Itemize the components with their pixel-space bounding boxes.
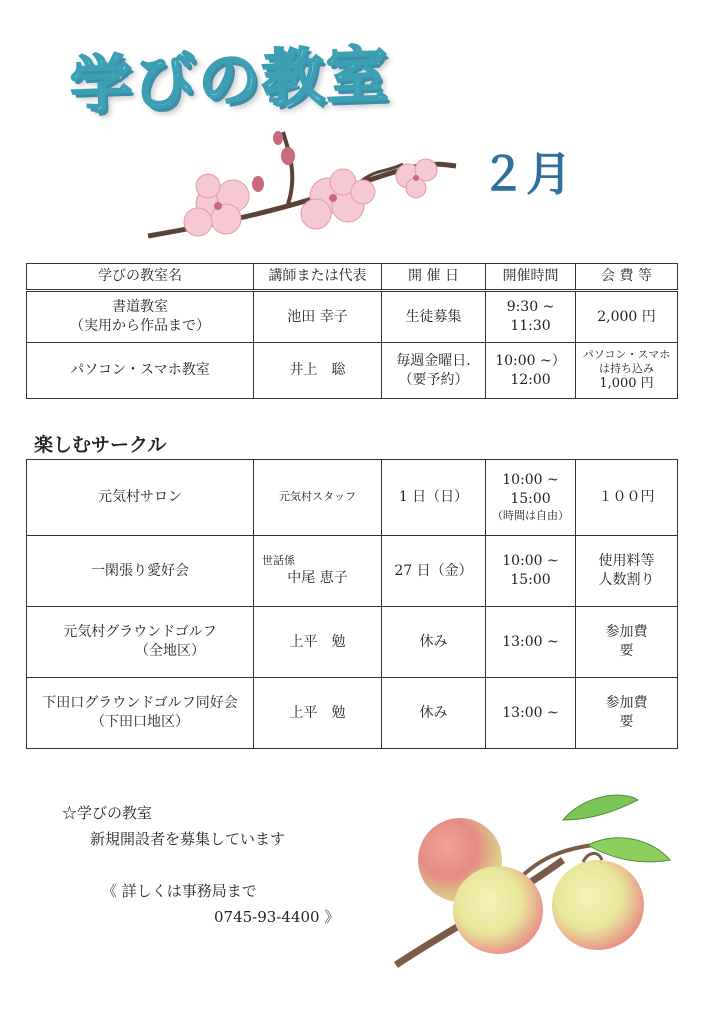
- instructor-cell: 上平 勉: [254, 607, 382, 678]
- instructor-cell: 池田 幸子: [254, 291, 382, 343]
- header-time: 開催時間: [486, 264, 576, 291]
- table-row: [27, 607, 678, 678]
- date-cell: 休み: [382, 607, 486, 678]
- circle-name-cell: 元気村サロン: [27, 460, 254, 536]
- contact-phone: 0745-93-4400 》: [214, 908, 340, 926]
- fee-cell: [576, 536, 678, 607]
- plum-blossom-illustration: [138, 124, 458, 244]
- fee-amount: 1,000 円: [599, 376, 654, 392]
- date-cell: 休み: [382, 678, 486, 749]
- month-label: ２月: [480, 147, 572, 201]
- fee-cell: [576, 678, 678, 749]
- time-cell: [486, 291, 576, 343]
- circle-name-cell: [27, 607, 254, 678]
- class-subtitle: （実用から作品まで）: [70, 318, 210, 334]
- page-title: 学びの教室: [68, 37, 392, 122]
- fee-line: 使用料等: [598, 553, 655, 570]
- table-row: [27, 536, 678, 607]
- time-cell: [486, 460, 576, 536]
- instructor-cell: 井上 聡: [254, 343, 382, 399]
- circle-name: 下田口グラウンドゴルフ同好会: [42, 695, 238, 712]
- header-fee: 会 費 等: [576, 264, 678, 291]
- class-name: 書道教室: [112, 299, 168, 316]
- time-end: 11:30: [510, 318, 551, 334]
- instructor-cell: 元気村スタッフ: [254, 460, 382, 536]
- instructor-role: 世話係: [262, 554, 295, 568]
- fee-note: パソコン・スマホ: [582, 347, 671, 361]
- circle-area: （全地区）: [135, 643, 205, 659]
- time-end: 15:00: [510, 572, 551, 588]
- fee-cell: 2,000 円: [576, 291, 678, 343]
- contact-label: 《 詳しくは事務局まで: [102, 882, 257, 900]
- table-row: [27, 678, 678, 749]
- time-cell: 13:00 ~: [486, 678, 576, 749]
- notice-heading: ☆学びの教室: [62, 804, 153, 822]
- time-end: 15:00: [510, 491, 551, 508]
- header-date: 開 催 日: [382, 264, 486, 291]
- header-instructor: 講師または代表: [254, 264, 382, 291]
- time-start: 10:00 ~）: [495, 352, 566, 369]
- classroom-table: [26, 263, 678, 399]
- table-row: [27, 343, 678, 399]
- date-cell: [382, 343, 486, 399]
- instructor-cell: 上平 勉: [254, 678, 382, 749]
- peach-fruit-illustration: [388, 790, 678, 980]
- circle-name-cell: [27, 678, 254, 749]
- time-start: 9:30 ~: [506, 299, 555, 316]
- class-name-cell: [27, 291, 254, 343]
- table-row: [27, 291, 678, 343]
- fee-cell: [576, 343, 678, 399]
- notice-text: 新規開設者を募集しています: [90, 830, 286, 848]
- table-row: [27, 460, 678, 536]
- class-name-cell: パソコン・スマホ教室: [27, 343, 254, 399]
- date-line: 毎週金曜日.: [396, 352, 471, 369]
- circle-area: （下田口地区）: [91, 714, 189, 730]
- date-note: （要予約）: [398, 371, 469, 388]
- circle-heading: 楽しむサークル: [34, 434, 167, 456]
- header-name: 学びの教室名: [27, 264, 254, 291]
- instructor-name: 中尾 恵子: [287, 569, 348, 586]
- circle-table: [26, 459, 678, 749]
- date-cell: 1 日（日）: [382, 460, 486, 536]
- instructor-cell: [254, 536, 382, 607]
- fee-line: 要: [619, 643, 634, 659]
- circle-name: 元気村グラウンドゴルフ: [63, 624, 217, 641]
- time-cell: 13:00 ~: [486, 607, 576, 678]
- fee-line: 要: [619, 714, 634, 730]
- date-cell: 27 日（金）: [382, 536, 486, 607]
- fee-line: 参加費: [605, 695, 648, 712]
- table-header-row: [27, 264, 678, 291]
- circle-name-cell: 一閑張り愛好会: [27, 536, 254, 607]
- time-cell: [486, 536, 576, 607]
- time-start: 10:00 ~: [502, 472, 559, 489]
- time-end: 12:00: [510, 371, 551, 388]
- fee-cell: １００円: [576, 460, 678, 536]
- time-note: （時間は自由）: [492, 508, 569, 522]
- date-cell: 生徒募集: [382, 291, 486, 343]
- fee-note: は持ち込み: [599, 362, 654, 376]
- time-start: 10:00 ~: [502, 553, 559, 570]
- time-cell: [486, 343, 576, 399]
- fee-cell: [576, 607, 678, 678]
- fee-line: 参加費: [605, 624, 648, 641]
- fee-line: 人数割り: [598, 572, 655, 588]
